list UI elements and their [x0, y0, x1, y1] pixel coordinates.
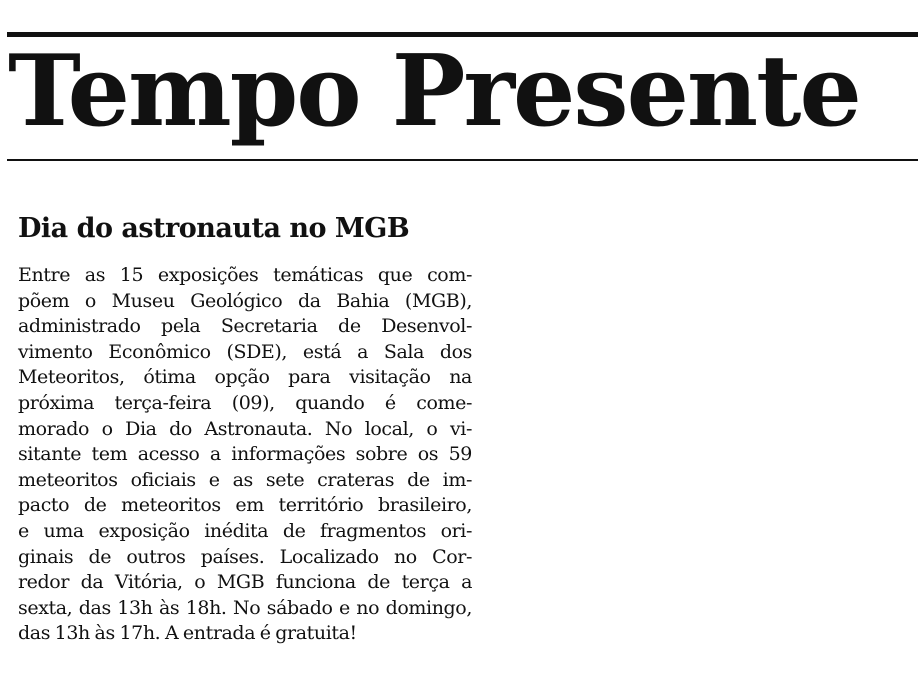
article-line: morado o Dia do Astronauta. No local, o vi-	[18, 417, 472, 440]
article-line: sexta, das 13h às 18h. No sábado e no domingo,	[18, 596, 472, 619]
article-line: ginais de outros países. Localizado no Cor-	[18, 545, 472, 568]
article-line: pacto de meteoritos em território brasileiro,	[18, 494, 472, 517]
article-line: próxima terça-feira (09), quando é come-	[18, 391, 472, 414]
article-line: e uma exposição inédita de fragmentos ori-	[18, 519, 472, 542]
article-body	[18, 263, 472, 647]
article-line: vimento Econômico (SDE), está a Sala dos	[18, 340, 472, 363]
article-line: Meteoritos, ótima opção para visitação na	[18, 366, 472, 389]
article-line: meteoritos oficiais e as sete crateras de im-	[18, 468, 472, 491]
article-line: redor da Vitória, o MGB funciona de terça a	[18, 571, 472, 594]
masthead-title: Tempo Presente	[8, 34, 860, 149]
article-headline: Dia do astronauta no MGB	[18, 213, 410, 244]
article-line: Entre as 15 exposições temáticas que com-	[18, 264, 472, 286]
masthead-bottom-rule	[7, 159, 918, 161]
article-line: põem o Museu Geológico da Bahia (MGB),	[18, 289, 472, 312]
article-line: sitante tem acesso a informações sobre os 59	[18, 443, 472, 466]
article-line: das 13h às 17h. A entrada é gratuita!	[18, 622, 357, 645]
article-line: administrado pela Secretaria de Desenvol-	[18, 315, 472, 338]
